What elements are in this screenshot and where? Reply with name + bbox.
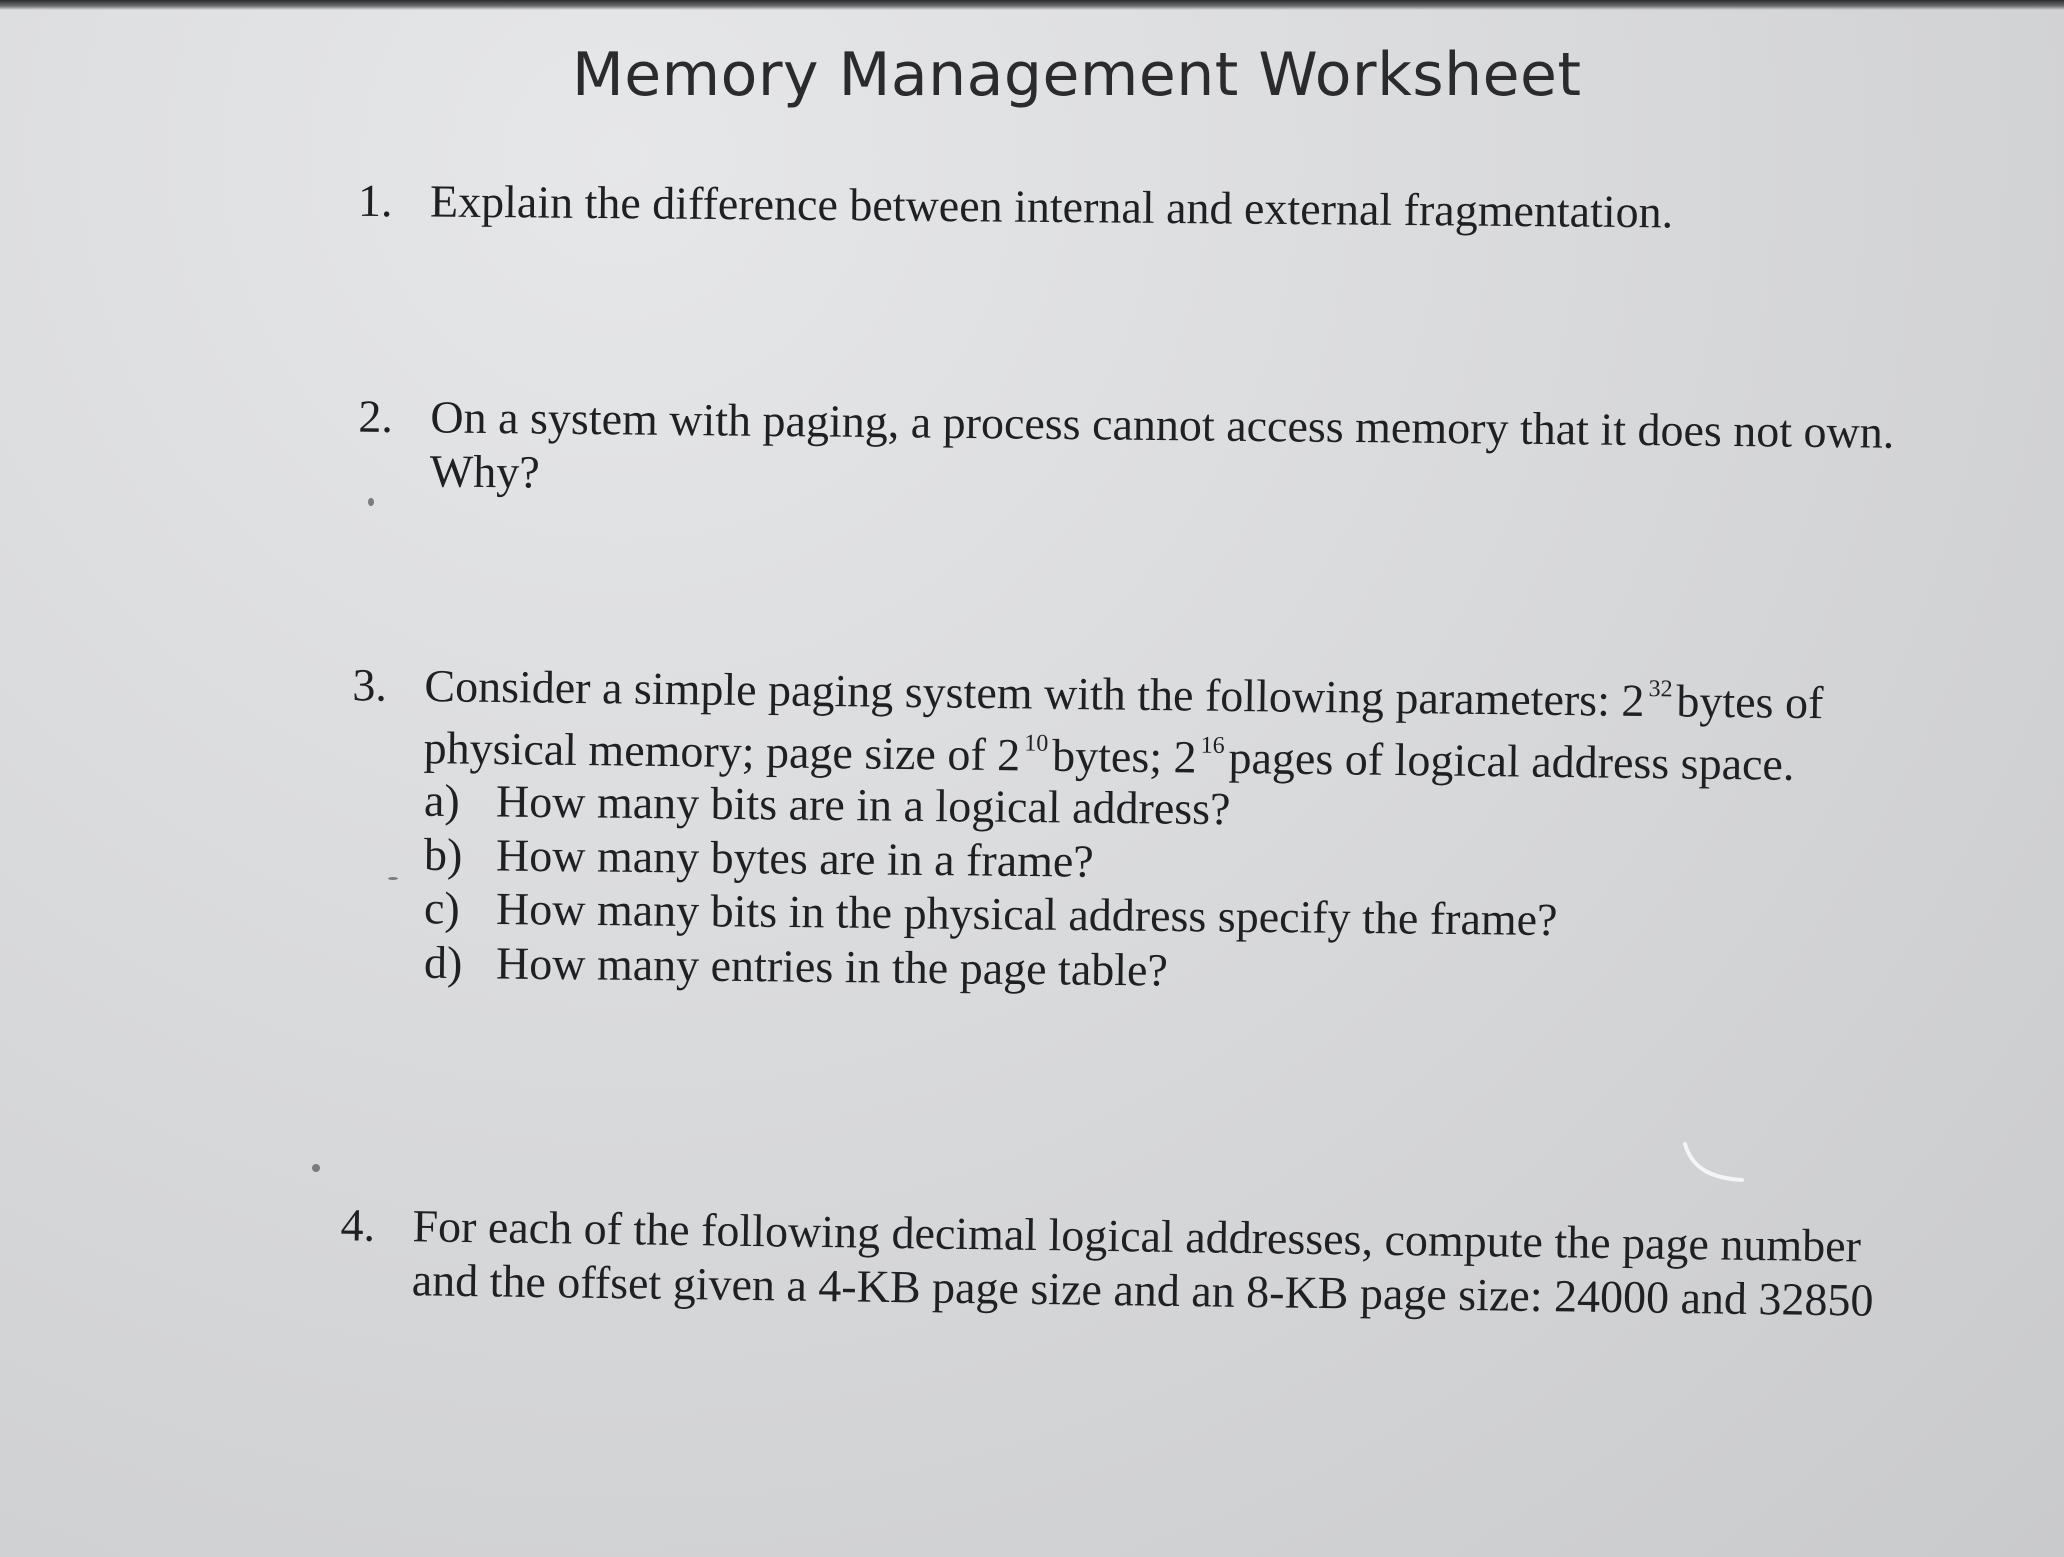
intro-text: bytes; 2	[1051, 729, 1197, 783]
pen-stroke-mark	[1680, 1138, 1750, 1188]
page-title: Memory Management Worksheet	[572, 40, 1582, 110]
question-number: 2.	[358, 390, 394, 442]
screen-bezel	[0, 0, 2064, 10]
subquestion-text: How many entries in the page table?	[495, 937, 1169, 996]
question-line: and the offset given a 4-KB page size and an 8-KB page size: 24000 and 32850	[411, 1254, 1874, 1326]
subquestion-d	[424, 936, 1625, 1005]
stray-dot	[368, 498, 374, 506]
question-number: 1.	[357, 174, 393, 227]
intro-text: bytes of	[1676, 675, 1824, 729]
question-text	[430, 175, 1674, 240]
intro-text: pages of logical address space.	[1228, 731, 1795, 790]
subquestion-letter: b)	[423, 828, 463, 881]
intro-text: physical memory; page size of 2	[423, 722, 1021, 781]
exponent: 32	[1648, 676, 1673, 703]
question-4	[339, 1198, 2021, 1341]
question-2	[357, 390, 1958, 527]
subquestion-text: How many bits are in a logical address?	[495, 775, 1231, 835]
subquestion-text: How many bits in the physical address specify the frame?	[495, 882, 1558, 946]
question-text	[411, 1199, 1874, 1327]
question-number: 4.	[340, 1199, 376, 1251]
exponent: 10	[1024, 730, 1049, 757]
question-text	[430, 390, 1895, 513]
question-line: On a system with paging, a process cannot access memory that it does not own.	[430, 391, 1895, 458]
intro-text: Consider a simple paging system with the following parameters: 2	[424, 660, 1645, 727]
subquestion-letter: a)	[423, 774, 461, 827]
question-number: 3.	[352, 659, 388, 711]
question-line: Why?	[429, 445, 540, 498]
subquestion-letter: d)	[423, 936, 463, 989]
question-1	[358, 174, 1758, 246]
exponent: 16	[1200, 732, 1225, 759]
stray-dot	[388, 877, 398, 880]
stray-dot	[312, 1164, 320, 1172]
question-line: Explain the difference between internal and external fragmentation.	[429, 175, 1674, 238]
subquestion-letter: c)	[423, 882, 461, 934]
subquestion-text: How many bytes are in a frame?	[495, 829, 1095, 887]
question-line: For each of the following decimal logical addresses, compute the page number	[412, 1200, 1862, 1272]
